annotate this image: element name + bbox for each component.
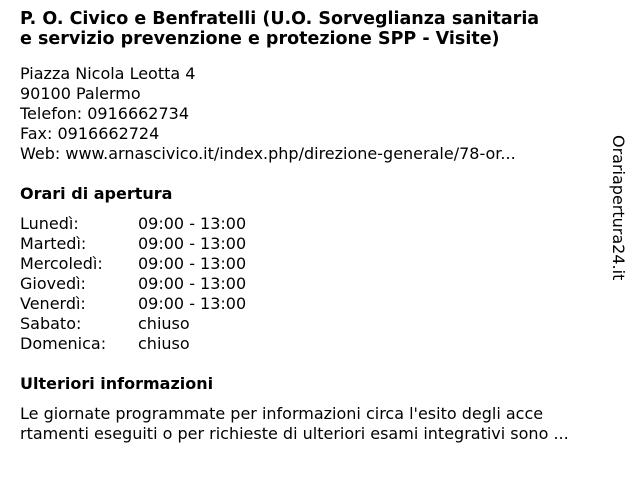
opening-hours-table <box>20 214 246 354</box>
opening-hours-heading: Orari di apertura <box>20 184 173 203</box>
hours-time: chiuso <box>138 334 190 353</box>
hours-row-sunday <box>20 334 246 354</box>
hours-row-monday <box>20 214 246 234</box>
hours-row-saturday <box>20 314 246 334</box>
hours-row-thursday <box>20 274 246 294</box>
hours-time: 09:00 - 13:00 <box>138 234 247 253</box>
hours-time: 09:00 - 13:00 <box>138 254 247 273</box>
further-info-text <box>20 404 569 444</box>
hours-day: Mercoledì: <box>20 254 103 273</box>
phone-number: Telefon: 0916662734 <box>20 104 190 123</box>
further-info-heading: Ulteriori informazioni <box>20 374 214 393</box>
info-line-1: Le giornate programmate per informazioni circa l'esito degli acce <box>20 404 544 423</box>
hours-time: chiuso <box>138 314 190 333</box>
fax-number: Fax: 0916662724 <box>20 124 160 143</box>
website-link[interactable]: Web: www.arnascivico.it/index.php/direzione-generale/78-or... <box>20 144 516 163</box>
info-line-2: rtamenti eseguiti o per richieste di ulteriori esami integrativi sono ... <box>20 424 569 443</box>
hours-day: Domenica: <box>20 334 107 353</box>
hours-day: Venerdì: <box>20 294 86 313</box>
title-line-2: e servizio prevenzione e protezione SPP - Visite) <box>20 29 500 49</box>
hours-day: Sabato: <box>20 314 82 333</box>
address-street: Piazza Nicola Leotta 4 <box>20 64 196 83</box>
hours-row-friday <box>20 294 246 314</box>
page-title <box>20 9 620 49</box>
hours-day: Giovedì: <box>20 274 86 293</box>
hours-time: 09:00 - 13:00 <box>138 274 247 293</box>
hours-time: 09:00 - 13:00 <box>138 214 247 233</box>
address-city: 90100 Palermo <box>20 84 141 103</box>
hours-day: Martedì: <box>20 234 87 253</box>
hours-row-tuesday <box>20 234 246 254</box>
site-watermark: Orariapertura24.it <box>609 135 628 281</box>
contact-block <box>20 64 516 164</box>
title-line-1: P. O. Civico e Benfratelli (U.O. Sorveglianza sanitaria <box>20 9 540 29</box>
hours-day: Lunedì: <box>20 214 79 233</box>
hours-time: 09:00 - 13:00 <box>138 294 247 313</box>
hours-row-wednesday <box>20 254 246 274</box>
